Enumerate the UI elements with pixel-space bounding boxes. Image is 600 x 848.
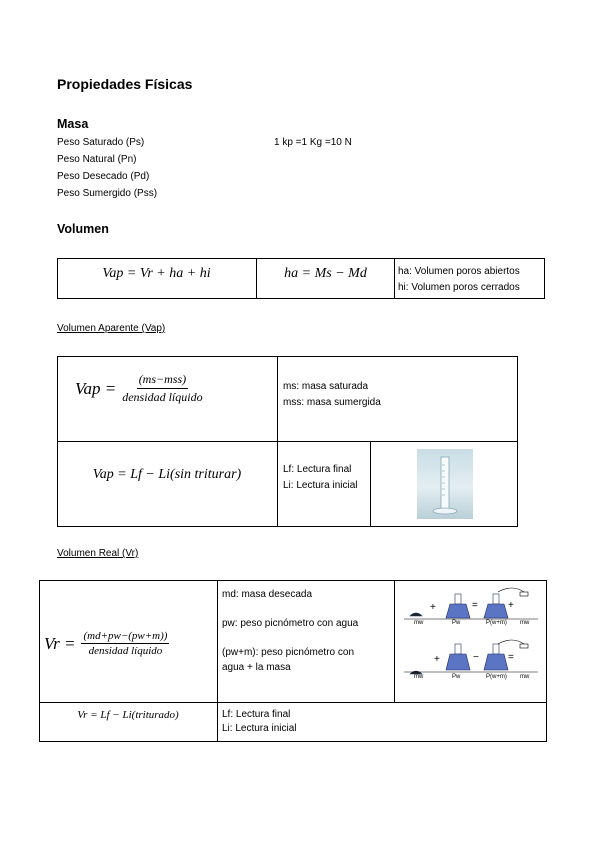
masa-item: Peso Natural (Pn) <box>57 154 137 165</box>
vap-heading: Volumen Aparente (Vap) <box>57 323 166 334</box>
vr-heading: Volumen Real (Vr) <box>57 548 139 559</box>
svg-text:=: = <box>508 652 514 663</box>
note-mss: mss: masa sumergida <box>283 397 381 408</box>
masa-item: Peso Desecado (Pd) <box>57 171 150 182</box>
note-pw: pw: peso picnómetro con agua <box>222 618 359 629</box>
formula-vr-density <box>44 630 169 657</box>
svg-text:=: = <box>472 600 478 611</box>
diagram-label: Pw <box>452 620 461 626</box>
formula-vap-lectura: Vap = Lf − Li(sin triturar) <box>92 467 242 482</box>
diagram-label: mw <box>520 620 530 626</box>
page-title: Propiedades Físicas <box>57 76 193 92</box>
note-hi: hi: Volumen poros cerrados <box>398 282 520 293</box>
graduated-cylinder-image <box>417 449 473 519</box>
formula-denominator: densidad líquido <box>88 645 163 657</box>
note-ha: ha: Volumen poros abiertos <box>398 266 520 277</box>
masa-item: Peso Sumergido (Pss) <box>57 188 158 199</box>
svg-text:−: − <box>473 652 479 663</box>
diagram-label: P(w+m) <box>486 620 507 626</box>
cylinder-icon <box>417 449 473 519</box>
formula-numerator: (ms−mss) <box>137 372 188 389</box>
diagram-label: mw <box>414 620 424 626</box>
svg-text:+: + <box>430 602 436 613</box>
svg-text:+: + <box>508 600 514 611</box>
formula-lhs: Vap = <box>75 378 117 398</box>
formula-lhs: Vr = <box>44 633 76 653</box>
formula-vr-lectura: Vr = Lf − Li(triturado) <box>77 709 179 721</box>
note-pwm-cont: agua + la masa <box>222 662 291 673</box>
formula-vap-sum: Vap = Vr + ha + hi <box>102 266 211 281</box>
unit-conversion: 1 kp =1 Kg =10 N <box>274 137 352 148</box>
formula-vap-density <box>75 372 203 405</box>
note-lf: Lf: Lectura final <box>222 709 291 720</box>
note-ms: ms: masa saturada <box>283 381 369 392</box>
note-li: Li: Lectura inicial <box>283 480 358 491</box>
note-lf: Lf: Lectura final <box>283 464 352 475</box>
diagram-label: mw <box>414 674 424 680</box>
diagram-label: Pw <box>452 674 461 680</box>
note-li: Li: Lectura inicial <box>222 723 297 734</box>
diagram-label: mw <box>520 674 530 680</box>
volumen-heading: Volumen <box>57 222 109 236</box>
pycnometer-diagram <box>400 586 542 696</box>
diagram-label: P(w+m) <box>486 674 507 680</box>
formula-numerator: (md+pw−(pw+m)) <box>83 630 168 642</box>
formula-denominator: densidad líquido <box>122 390 203 404</box>
svg-text:+: + <box>434 654 440 665</box>
masa-item: Peso Saturado (Ps) <box>57 137 145 148</box>
note-pwm: (pw+m): peso picnómetro con <box>222 647 355 658</box>
masa-heading: Masa <box>57 117 89 131</box>
formula-ha: ha = Ms − Md <box>284 266 367 281</box>
note-md: md: masa desecada <box>222 589 313 600</box>
